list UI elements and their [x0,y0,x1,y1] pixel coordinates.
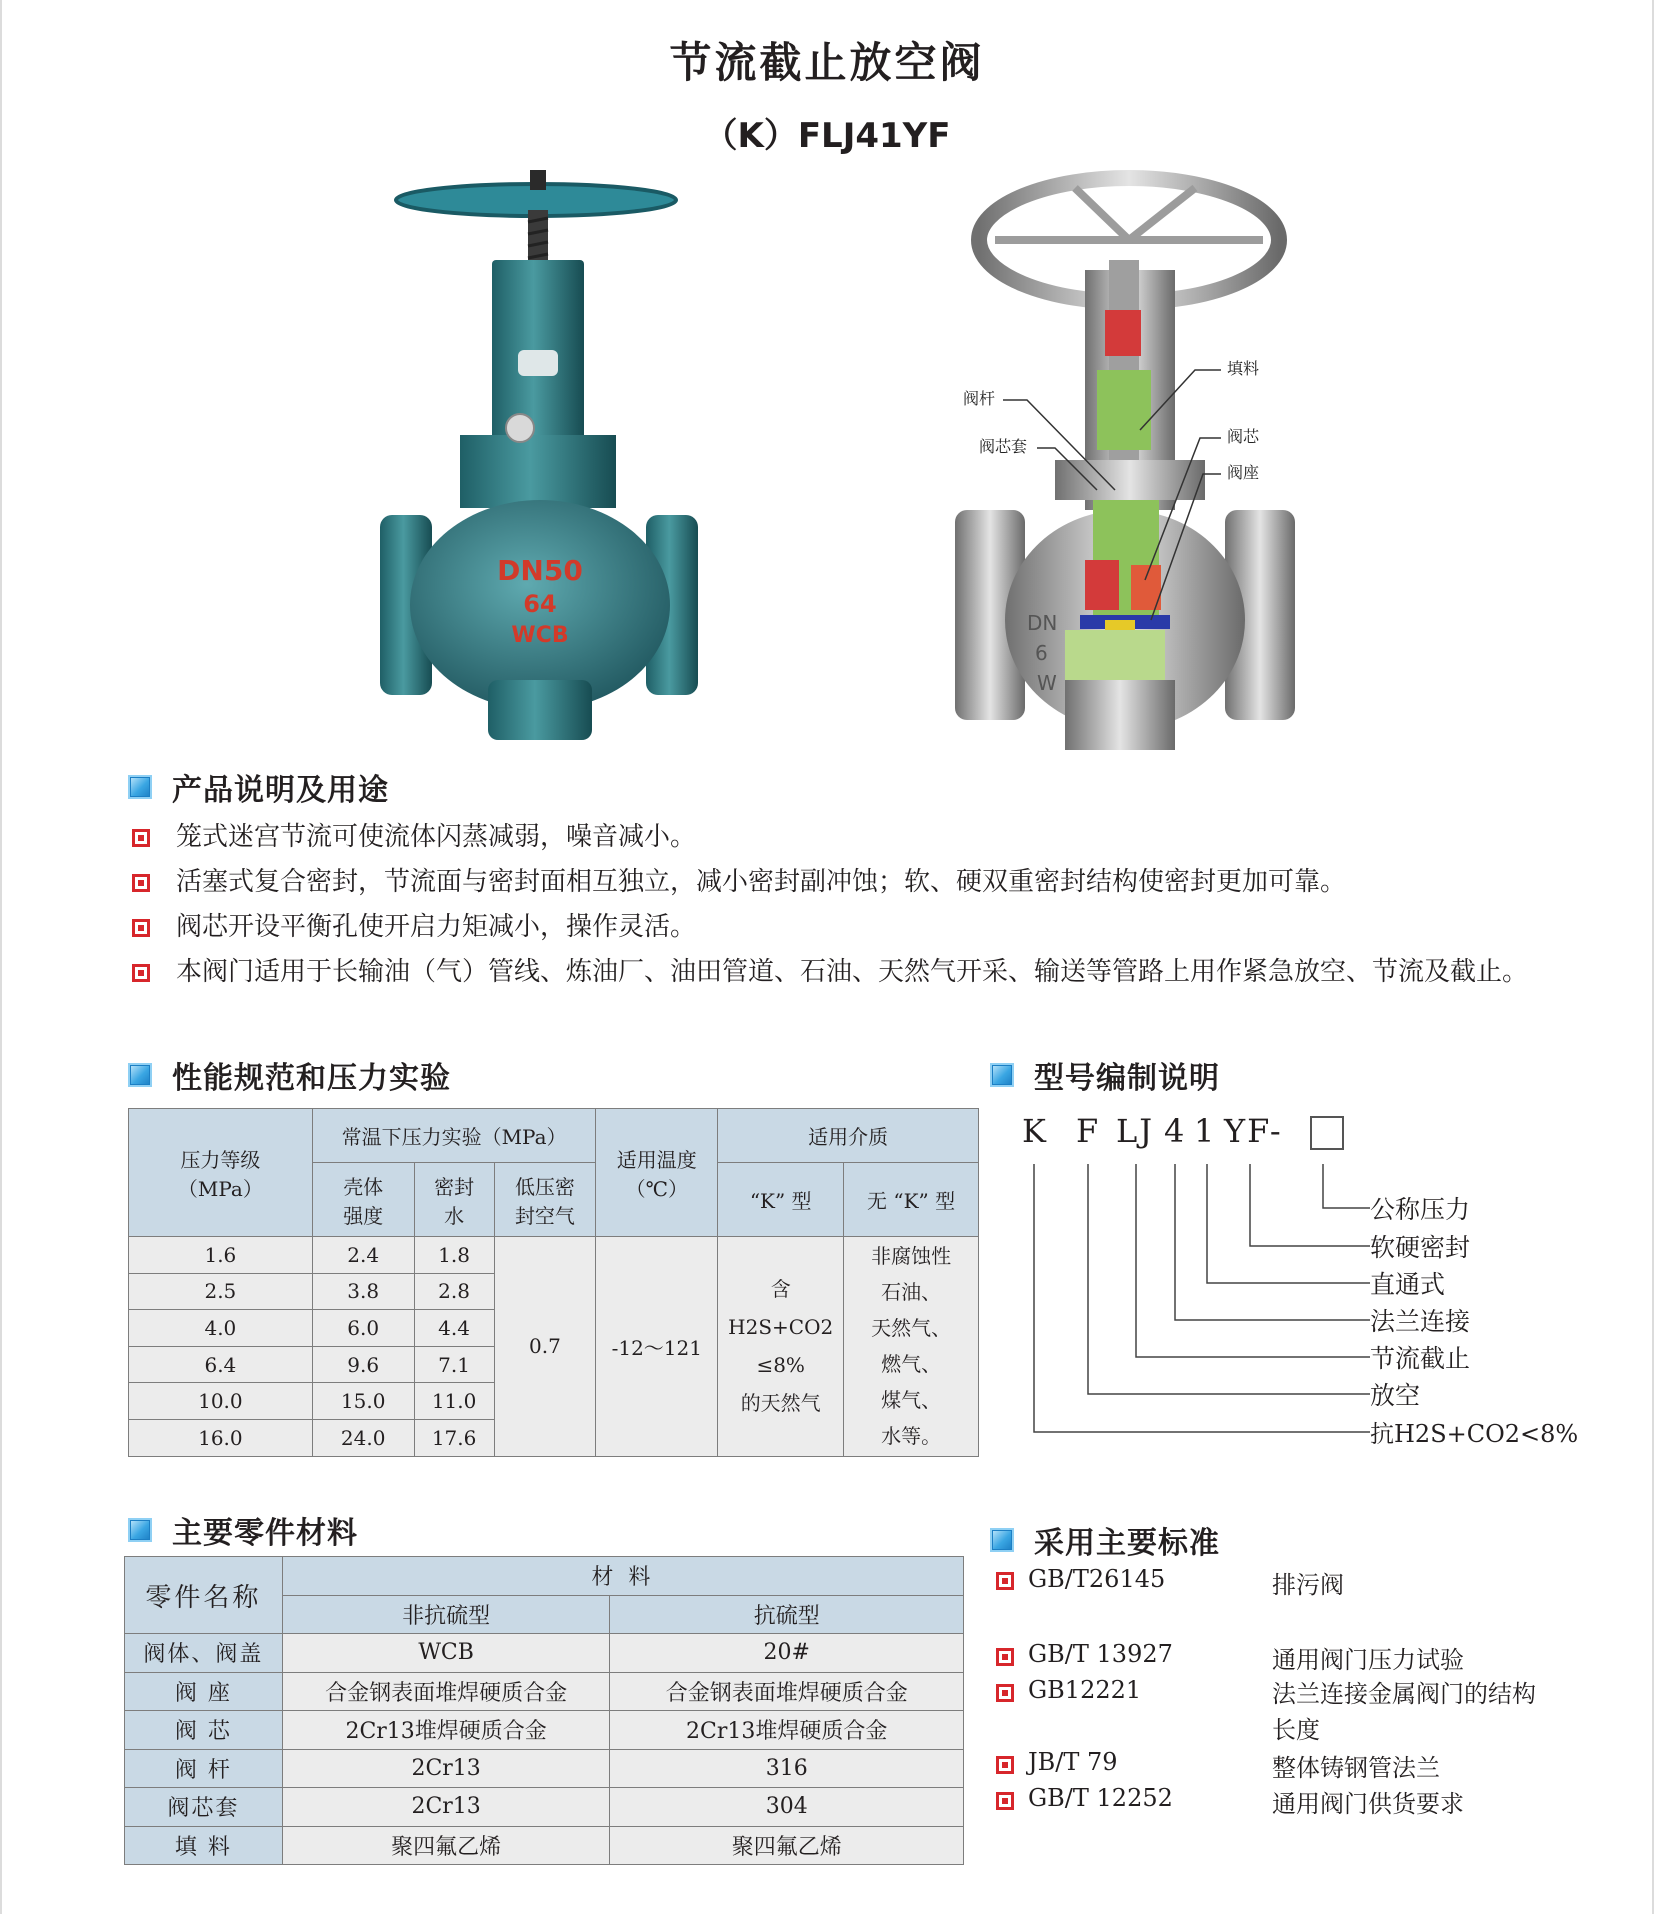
header-medium: 适用介质 [718,1109,979,1163]
standard-desc: 整体铸钢管法兰 [1272,1754,1440,1782]
table-row: 阀体、阀盖 WCB 20# [125,1634,964,1673]
table-row: 阀芯套 2Cr13 304 [125,1788,964,1827]
header-material: 材 料 [282,1557,963,1596]
page-title: 节流截止放空阀 [669,38,985,87]
cast-marking-dn: DN50 [497,554,583,587]
section-icon [990,1063,1014,1087]
list-item: 本阀门适用于长输油（气）管线、炼油厂、油田管道、石油、天然气开采、输送等管路上用作紧急放空、节流及截止。 [128,950,1528,995]
cast-marking-material: WCB [511,623,569,648]
section-description-title: 产品说明及用途 [172,773,389,808]
code-digit-4: 4 [1164,1112,1187,1150]
standard-desc: 通用阀门压力试验 [1272,1646,1464,1674]
list-item: 笼式迷宫节流可使流体闪蒸减弱，噪音减小。 [128,815,1528,860]
legend-sour: 抗H2S+CO2<8% [1370,1420,1579,1448]
k-medium: 含 H2S+CO2 ≤8% 的天然气 [718,1237,844,1457]
non-k-medium: 非腐蚀性 石油、 天然气、 燃气、 煤气、 水等。 [844,1237,979,1457]
section-model-code-heading [990,1053,1220,1097]
bullet-icon [996,1684,1014,1702]
standard-item-4 [996,1756,1014,1778]
table-row: 阀 芯 2Cr13堆焊硬质合金 2Cr13堆焊硬质合金 [125,1711,964,1750]
list-item: 活塞式复合密封，节流面与密封面相互独立，减小密封副冲蚀；软、硬双重密封结构使密封更加可靠。 [128,860,1528,905]
table-row: 填 料 聚四氟乙烯 聚四氟乙烯 [125,1826,964,1865]
model-number: （K）FLJ41YF [703,116,951,156]
table-row: 4.0 6.0 4.4 [129,1310,979,1347]
header-pressure-class: 压力等级 （MPa） [129,1109,313,1237]
label-core-sleeve: 阀芯套 [978,437,1027,456]
low-pressure-value: 0.7 [494,1237,596,1457]
legend-throttle-stop: 节流截止 [1370,1344,1471,1373]
temp-value: -12～121 [596,1237,718,1457]
standard-item-1 [996,1572,1014,1594]
standard-code: GB12221 [1028,1676,1142,1704]
standard-code: GB/T26145 [1028,1565,1166,1593]
section-materials-title: 主要零件材料 [172,1516,358,1551]
cutaway-cast-dn: DN [1027,611,1058,635]
cast-marking-pn: 64 [523,590,557,618]
legend-seal: 软硬密封 [1370,1233,1471,1262]
cutaway-cast-pn: 6 [1035,641,1048,665]
section-performance-title: 性能规范和压力实验 [172,1061,451,1096]
section-materials-heading [128,1508,358,1552]
table-row: 16.0 24.0 17.6 [129,1419,979,1456]
code-letters-lj: LJ [1116,1112,1155,1150]
section-performance-heading [128,1053,451,1097]
standard-desc: 通用阀门供货要求 [1272,1790,1464,1818]
code-digit-1: 1 [1194,1112,1217,1150]
header-k-type: “K” 型 [718,1163,844,1237]
table-row: 阀 杆 2Cr13 316 [125,1749,964,1788]
materials-table [124,1556,964,1865]
label-packing: 填料 [1227,359,1260,378]
standard-desc: 法兰连接金属阀门的结构长度 [1272,1680,1536,1744]
header-part: 零件名称 [125,1557,283,1634]
header-shell: 壳体 强度 [312,1163,414,1237]
bullet-icon [132,829,150,847]
model-code-connectors [1020,1150,1380,1450]
bullet-icon [996,1792,1014,1810]
legend-straight: 直通式 [1370,1270,1446,1299]
section-standards-heading [990,1518,1220,1562]
bullet-icon [132,964,150,982]
section-icon [128,1518,152,1542]
label-stem: 阀杆 [962,389,995,408]
code-letters-yf: YF- [1224,1112,1283,1150]
standard-code: JB/T 79 [1028,1748,1118,1776]
code-letter-f: F [1076,1112,1101,1150]
header-seal: 密封 水 [414,1163,494,1237]
section-description-heading [128,765,389,809]
section-icon [128,1063,152,1087]
section-icon [128,775,152,799]
bullet-icon [996,1756,1014,1774]
table-row: 6.4 9.6 7.1 [129,1346,979,1383]
list-item: 阀芯开设平衡孔使开启力矩减小，操作灵活。 [128,905,1528,950]
description-list [128,815,1528,995]
standard-code: GB/T 13927 [1028,1640,1173,1668]
code-pressure-box [1310,1116,1344,1150]
header-test-group: 常温下压力实验（MPa） [312,1109,596,1163]
section-standards-title: 采用主要标准 [1034,1526,1220,1561]
legend-vent: 放空 [1370,1381,1421,1410]
legend-pressure: 公称压力 [1370,1195,1471,1224]
header-sour: 抗硫型 [610,1595,964,1634]
bullet-icon [996,1648,1014,1666]
section-model-code-title: 型号编制说明 [1034,1061,1220,1096]
standard-item-2 [996,1648,1014,1670]
cutaway-cast-material: W [1037,671,1057,695]
table-row: 1.6 2.4 1.8 0.7 -12～121 含 H2S+CO2 ≤8% 的天然气 非腐蚀性 石油、 天然气、 燃气、 煤气、 水等。 [129,1237,979,1274]
bullet-icon [996,1572,1014,1590]
standard-code: GB/T 12252 [1028,1784,1173,1812]
table-row: 2.5 3.8 2.8 [129,1273,979,1310]
legend-flange: 法兰连接 [1370,1307,1471,1336]
label-core: 阀芯 [1227,427,1260,446]
header-temp: 适用温度 （℃） [596,1109,718,1237]
bullet-icon [132,919,150,937]
table-row: 阀 座 合金钢表面堆焊硬质合金 合金钢表面堆焊硬质合金 [125,1672,964,1711]
bullet-icon [132,874,150,892]
standard-item-5 [996,1792,1014,1814]
label-seat: 阀座 [1227,463,1260,482]
table-row: 10.0 15.0 11.0 [129,1383,979,1420]
valve-photo [380,160,700,760]
performance-table [128,1108,979,1457]
code-letter-k: K [1022,1112,1048,1150]
section-icon [990,1528,1014,1552]
standard-desc: 排污阀 [1272,1571,1344,1599]
header-low-pressure: 低压密 封空气 [494,1163,596,1237]
header-non-k-type: 无 “K” 型 [844,1163,979,1237]
standard-item-3 [996,1684,1014,1706]
header-non-sour: 非抗硫型 [282,1595,610,1634]
cutaway-diagram [955,160,1295,775]
